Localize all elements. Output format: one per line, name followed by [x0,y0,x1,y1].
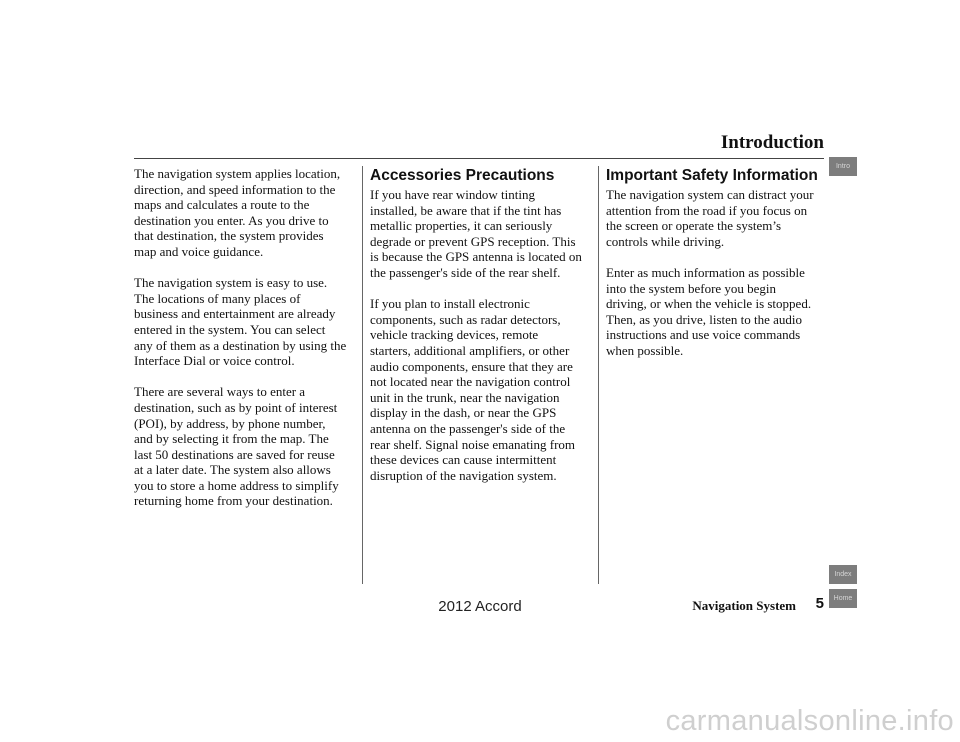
paragraph: Enter as much information as possible into the system before you begin driving, or when the vehicle is stopped. Then, as you drive, listen to the audio instructions and use voice commands when possible. [606,264,812,358]
page-number: 5 [815,595,824,612]
section-heading-safety: Important Safety Information [606,167,818,184]
paragraph: The navigation system can distract your attention from the road if you focus on the screen or operate the system’s controls while driving. [606,187,814,249]
column-divider [598,166,599,584]
paragraph: If you have rear window tinting installed, be aware that if the tint has metallic properties, it can seriously degrade or prevent GPS reception. This is because the GPS antenna is located on the passenger's side of the rear shelf. [370,187,582,280]
model-label: 2012 Accord [438,598,522,615]
section-heading-accessories: Accessories Precautions [370,167,555,184]
column-left [134,166,354,525]
column-divider [362,166,363,584]
column-middle [370,166,594,499]
watermark: carmanualsonline.info [665,705,954,737]
header-rule [134,158,824,159]
paragraph: The navigation system applies location, direction, and speed information to the maps and calculates a route to the destination you enter. As you drive to that destination, the system provides map and voice guidance. [134,166,341,259]
home-tab-button[interactable]: Home [829,589,857,608]
footer-section-link[interactable]: Navigation System [692,598,796,613]
index-tab-button[interactable]: Index [829,565,857,584]
paragraph: The navigation system is easy to use. The locations of many places of business and entertainment are already entered in the system. You can select any of them as a destination by using the Interface Dial or voice control. [134,275,347,369]
page-title: Introduction [720,132,824,153]
column-right [606,166,826,374]
intro-tab-button[interactable]: Intro [829,157,857,176]
paragraph: If you plan to install electronic components, such as radar detectors, vehicle tracking devices, remote starters, additional amplifiers, or other audio components, ensure that they are not located near the navigation control unit in the trunk, near the navigation display in the dash, or near the GPS antenna on the passenger's side of the rear shelf. Signal noise emanating from these devices can cause intermittent disruption of the navigation system. [370,296,576,483]
paragraph: There are several ways to enter a destination, such as by point of interest (POI), by address, by phone number, and by selecting it from the map. The last 50 destinations are saved for reuse at a later date. The system also allows you to store a home address to simplify returning home from your destination. [134,384,339,509]
